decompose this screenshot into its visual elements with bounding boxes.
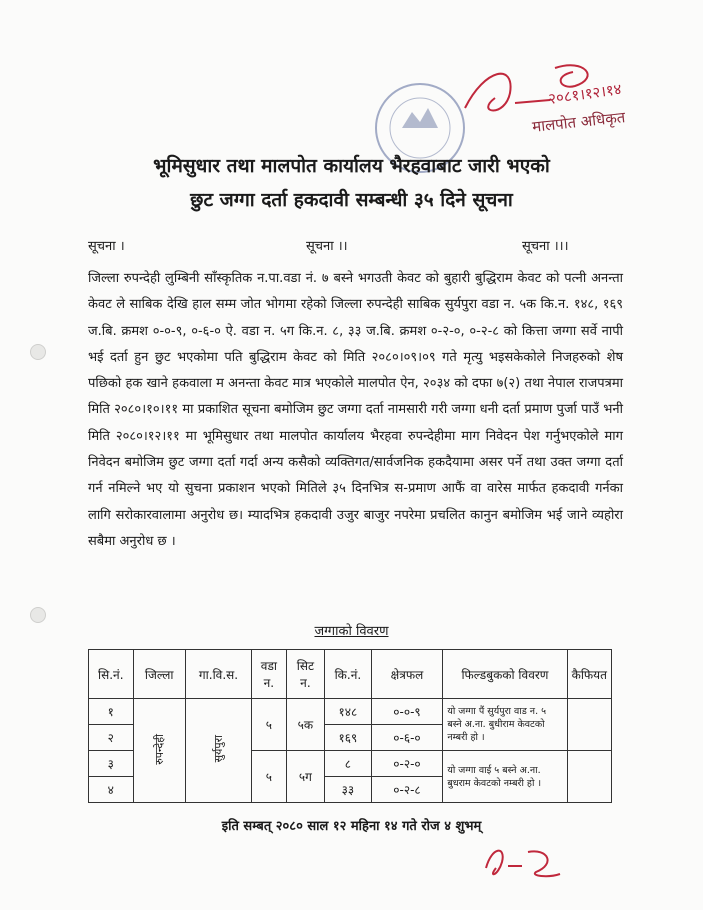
notice-label-3: सूचना ।।।: [522, 239, 569, 254]
date-mark: २०८१।१२।१४: [547, 79, 623, 109]
cell-sn: १: [89, 699, 134, 725]
header-district: जिल्ला: [133, 650, 185, 699]
notice-label-1: सूचना ।: [88, 239, 125, 254]
cell-kitta: १४८: [325, 699, 372, 725]
signature-bottom: [478, 838, 568, 888]
header-area: क्षेत्रफल: [371, 650, 443, 699]
table-header-row: [89, 650, 612, 699]
cell-kitta: १६९: [325, 725, 372, 751]
cell-fieldbook: यो जग्गा पैं सुर्यपुरा वाड न. ५ बस्ने अ.ना. बुधीराम केवटको नम्बरी हो ।: [443, 699, 567, 751]
cell-area: ०-६-०: [371, 725, 443, 751]
cell-sn: २: [89, 725, 134, 751]
header-vdc: गा.वि.स.: [185, 650, 251, 699]
land-details-table: [88, 649, 612, 803]
notice-label-2: सूचना ।।: [306, 239, 348, 254]
vdc-text: सुर्यपुरा: [211, 735, 225, 763]
district-text: रुपन्देही: [152, 733, 166, 765]
cell-ward: ५: [252, 751, 287, 803]
notice-body: जिल्ला रुपन्देही लुम्बिनी साँस्कृतिक न.पा.वडा नं. ७ बस्ने भगउती केवट को बुहारी बुद्धिराम केवट को पत्नी अनन्ता केवट ले साबिक देखि हाल सम्म जोत भोगमा रहेको जिल्ला रुपन्देही साबिक सुर्यपुरा वडा न. ५क कि.न. १४८, १६९ ज.बि. क्रमश ०-०-९, ०-६-० ऐ. वडा न. ५ग कि.न. ८, ३३ ज.बि. क्रमश ०-२-०, ०-२-८ को कित्ता जग्गा सर्वे नापी भई दर्ता हुन छुट भएकोमा पति बुद्धिराम केवट को मिति २०८०।०९।०९ गते मृत्यु भइसकेकोले निजहरुको शेष पछिको हक खाने हकवाला म अनन्ता केवट मात्र भएकोले मालपोत ऐन, २०३४ को दफा ७(२) तथा नेपाल राजपत्रमा मिति २०८०।१०।११ मा प्रकाशित सूचना बमोजिम छुट जग्गा दर्ता नामसारी गरी जग्गा धनी दर्ता प्रमाण पुर्जा पाउँ भनी मिति २०८०।१२।११ मा भूमिसुधार तथा मालपोत कार्यालय भैरहवा रुपन्देहीमा माग निवेदन पेश गर्नुभएकोले माग निवेदन बमोजिम छुट जग्गा दर्ता गर्दा अन्य कसैको व्यक्तिगत/सार्वजनिक हकदैयामा असर पर्ने तथा उक्त जग्गा दर्ता गर्न नमिल्ने भए यो सुचना प्रकाशन भएको मितिले ३५ दिनभित्र स-प्रमाण आफैं वा वारेस मार्फत हकदावी गर्नका लागि सरोकारवालामा अनुरोध छ। म्यादभित्र हकदावी उजुर बाजुर नपरेमा प्रचलित कानुन बमोजिम भई जाने व्यहोरा सबैमा अनुरोध छ ।: [88, 271, 623, 549]
header-sheet: सिट न.: [286, 650, 324, 699]
cell-kitta: ३३: [325, 777, 372, 803]
table-row: [89, 699, 612, 725]
header-ward: वडा न.: [252, 650, 287, 699]
footer-date-line: इति सम्बत् २०८० साल १२ महिना १४ गते रोज ४ शुभम्: [221, 819, 482, 834]
title-line-1: भूमिसुधार तथा मालपोत कार्यालय भैरहवाबाट जारी भएको: [153, 155, 550, 177]
cell-ward: ५: [252, 699, 287, 751]
punch-hole: [30, 344, 46, 360]
cell-sheet: ५क: [286, 699, 324, 751]
cell-sn: ३: [89, 751, 134, 777]
title-line-2: छुट जग्गा दर्ता हकदावी सम्बन्धी ३५ दिने सूचना: [190, 189, 513, 211]
table-title: जग्गाको विवरण: [314, 624, 389, 639]
cell-remarks: [567, 699, 611, 751]
header-remarks: कैफियत: [567, 650, 611, 699]
header-kitta: कि.नं.: [325, 650, 372, 699]
cell-sheet: ५ग: [286, 751, 324, 803]
cell-vdc: [185, 699, 251, 803]
cell-fieldbook: यो जग्गा वाई ५ बस्ने अ.ना. बुधराम केवटको नम्बरी हो ।: [443, 751, 567, 803]
header-fieldbook: फिल्डबुकको विवरण: [443, 650, 567, 699]
cell-remarks: [567, 751, 611, 803]
cell-area: ०-२-८: [371, 777, 443, 803]
office-stamp-text: मालपोत अधिकृत: [531, 108, 627, 136]
cell-district: [133, 699, 185, 803]
cell-sn: ४: [89, 777, 134, 803]
header-sn: सि.नं.: [89, 650, 134, 699]
cell-area: ०-०-९: [371, 699, 443, 725]
cell-area: ०-२-०: [371, 751, 443, 777]
cell-kitta: ८: [325, 751, 372, 777]
